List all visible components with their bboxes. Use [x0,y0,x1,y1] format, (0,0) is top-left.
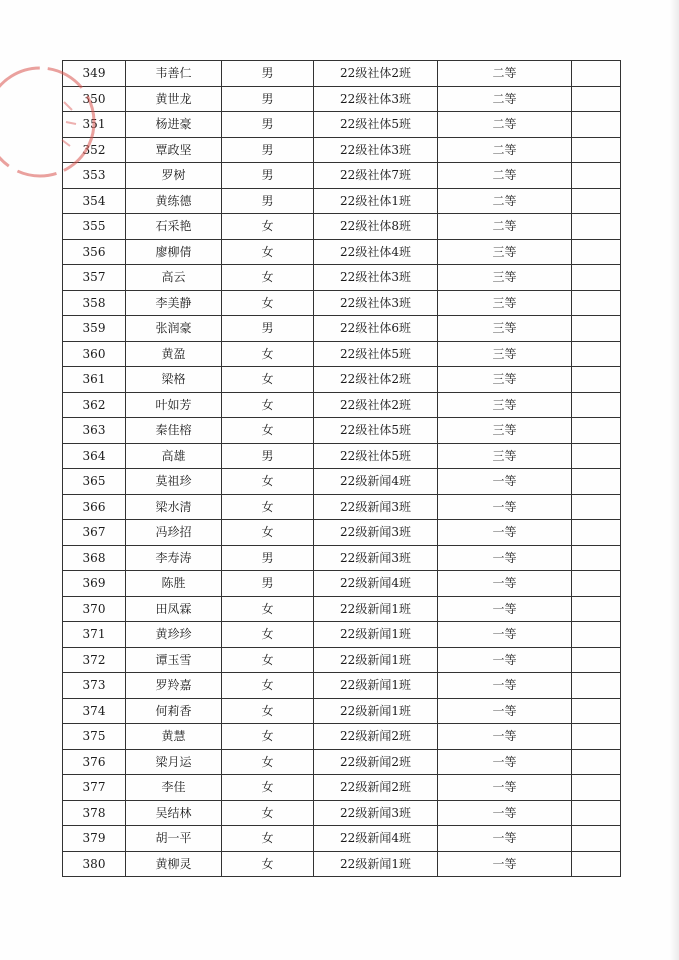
gender-cell: 女 [222,367,314,393]
remark-cell [572,367,621,393]
table-row [63,61,621,87]
student-name-cell: 李寿涛 [126,545,222,571]
gender-cell: 女 [222,494,314,520]
award-grade-cell: 二等 [438,86,572,112]
remark-cell [572,214,621,240]
table-row [63,545,621,571]
gender-cell: 女 [222,851,314,877]
student-name-cell: 黄练德 [126,188,222,214]
row-number-cell: 365 [63,469,126,495]
award-roster-table [62,60,621,877]
remark-cell [572,647,621,673]
class-cell: 22级新闻1班 [314,698,438,724]
award-grade-cell: 三等 [438,316,572,342]
row-number-cell: 352 [63,137,126,163]
table-row [63,163,621,189]
remark-cell [572,137,621,163]
award-grade-cell: 三等 [438,418,572,444]
remark-cell [572,800,621,826]
class-cell: 22级新闻1班 [314,622,438,648]
award-grade-cell: 三等 [438,239,572,265]
student-name-cell: 黄慧 [126,724,222,750]
remark-cell [572,341,621,367]
row-number-cell: 353 [63,163,126,189]
class-cell: 22级社体2班 [314,392,438,418]
row-number-cell: 360 [63,341,126,367]
class-cell: 22级社体8班 [314,214,438,240]
student-name-cell: 张润豪 [126,316,222,342]
gender-cell: 男 [222,137,314,163]
student-name-cell: 黄柳灵 [126,851,222,877]
remark-cell [572,86,621,112]
row-number-cell: 372 [63,647,126,673]
table-row [63,443,621,469]
table-row [63,698,621,724]
table-row [63,749,621,775]
table-row [63,137,621,163]
class-cell: 22级新闻3班 [314,545,438,571]
table-row [63,112,621,138]
remark-cell [572,61,621,87]
table-row [63,316,621,342]
remark-cell [572,520,621,546]
row-number-cell: 378 [63,800,126,826]
row-number-cell: 356 [63,239,126,265]
row-number-cell: 351 [63,112,126,138]
gender-cell: 女 [222,775,314,801]
award-grade-cell: 一等 [438,749,572,775]
roster-body [63,61,621,877]
award-grade-cell: 三等 [438,367,572,393]
row-number-cell: 379 [63,826,126,852]
student-name-cell: 李佳 [126,775,222,801]
gender-cell: 女 [222,290,314,316]
remark-cell [572,622,621,648]
gender-cell: 男 [222,571,314,597]
award-grade-cell: 三等 [438,443,572,469]
table-row [63,214,621,240]
row-number-cell: 368 [63,545,126,571]
gender-cell: 女 [222,265,314,291]
student-name-cell: 罗树 [126,163,222,189]
class-cell: 22级社体5班 [314,443,438,469]
gender-cell: 男 [222,163,314,189]
row-number-cell: 354 [63,188,126,214]
student-name-cell: 黄盈 [126,341,222,367]
student-name-cell: 李美静 [126,290,222,316]
award-grade-cell: 一等 [438,775,572,801]
award-grade-cell: 一等 [438,494,572,520]
remark-cell [572,418,621,444]
gender-cell: 女 [222,698,314,724]
remark-cell [572,265,621,291]
class-cell: 22级社体3班 [314,86,438,112]
gender-cell: 女 [222,826,314,852]
award-grade-cell: 一等 [438,571,572,597]
table-row [63,392,621,418]
award-grade-cell: 三等 [438,265,572,291]
gender-cell: 男 [222,316,314,342]
remark-cell [572,443,621,469]
row-number-cell: 358 [63,290,126,316]
table-row [63,265,621,291]
table-row [63,647,621,673]
class-cell: 22级新闻1班 [314,673,438,699]
row-number-cell: 371 [63,622,126,648]
gender-cell: 男 [222,188,314,214]
gender-cell: 女 [222,724,314,750]
class-cell: 22级社体2班 [314,367,438,393]
gender-cell: 女 [222,673,314,699]
student-name-cell: 廖柳倩 [126,239,222,265]
remark-cell [572,596,621,622]
remark-cell [572,290,621,316]
class-cell: 22级新闻2班 [314,749,438,775]
student-name-cell: 谭玉雪 [126,647,222,673]
table-row [63,418,621,444]
remark-cell [572,188,621,214]
table-row [63,494,621,520]
gender-cell: 女 [222,520,314,546]
gender-cell: 女 [222,622,314,648]
award-grade-cell: 二等 [438,61,572,87]
class-cell: 22级社体5班 [314,112,438,138]
gender-cell: 男 [222,112,314,138]
class-cell: 22级新闻3班 [314,800,438,826]
table-row [63,367,621,393]
row-number-cell: 369 [63,571,126,597]
award-grade-cell: 二等 [438,112,572,138]
class-cell: 22级社体2班 [314,61,438,87]
row-number-cell: 350 [63,86,126,112]
student-name-cell: 莫祖珍 [126,469,222,495]
award-grade-cell: 二等 [438,188,572,214]
class-cell: 22级新闻4班 [314,826,438,852]
class-cell: 22级社体5班 [314,418,438,444]
class-cell: 22级新闻4班 [314,469,438,495]
gender-cell: 女 [222,647,314,673]
award-grade-cell: 一等 [438,826,572,852]
remark-cell [572,494,621,520]
gender-cell: 男 [222,61,314,87]
award-grade-cell: 二等 [438,163,572,189]
row-number-cell: 377 [63,775,126,801]
table-row [63,800,621,826]
award-grade-cell: 一等 [438,545,572,571]
table-row [63,290,621,316]
table-row [63,724,621,750]
row-number-cell: 362 [63,392,126,418]
table-row [63,851,621,877]
student-name-cell: 梁格 [126,367,222,393]
row-number-cell: 380 [63,851,126,877]
student-name-cell: 杨进豪 [126,112,222,138]
row-number-cell: 364 [63,443,126,469]
student-name-cell: 何莉香 [126,698,222,724]
gender-cell: 男 [222,443,314,469]
table-row [63,622,621,648]
table-row [63,826,621,852]
student-name-cell: 覃政坚 [126,137,222,163]
student-name-cell: 冯珍招 [126,520,222,546]
row-number-cell: 374 [63,698,126,724]
class-cell: 22级社体3班 [314,290,438,316]
row-number-cell: 376 [63,749,126,775]
remark-cell [572,775,621,801]
student-name-cell: 罗羚嘉 [126,673,222,699]
award-grade-cell: 一等 [438,622,572,648]
gender-cell: 女 [222,469,314,495]
remark-cell [572,112,621,138]
award-grade-cell: 三等 [438,290,572,316]
gender-cell: 女 [222,341,314,367]
class-cell: 22级新闻3班 [314,494,438,520]
award-grade-cell: 一等 [438,673,572,699]
row-number-cell: 357 [63,265,126,291]
remark-cell [572,163,621,189]
class-cell: 22级新闻2班 [314,775,438,801]
student-name-cell: 陈胜 [126,571,222,597]
table-row [63,341,621,367]
gender-cell: 女 [222,800,314,826]
remark-cell [572,826,621,852]
gender-cell: 女 [222,392,314,418]
student-name-cell: 吴结林 [126,800,222,826]
gender-cell: 女 [222,214,314,240]
class-cell: 22级新闻1班 [314,596,438,622]
award-grade-cell: 一等 [438,851,572,877]
table-row [63,239,621,265]
row-number-cell: 361 [63,367,126,393]
row-number-cell: 349 [63,61,126,87]
student-name-cell: 高云 [126,265,222,291]
award-grade-cell: 一等 [438,596,572,622]
student-name-cell: 石采艳 [126,214,222,240]
table-row [63,520,621,546]
remark-cell [572,724,621,750]
student-name-cell: 黄珍珍 [126,622,222,648]
class-cell: 22级社体1班 [314,188,438,214]
remark-cell [572,749,621,775]
class-cell: 22级新闻3班 [314,520,438,546]
table-row [63,775,621,801]
award-grade-cell: 一等 [438,724,572,750]
remark-cell [572,571,621,597]
gender-cell: 男 [222,545,314,571]
gender-cell: 女 [222,239,314,265]
gender-cell: 女 [222,596,314,622]
remark-cell [572,698,621,724]
class-cell: 22级社体7班 [314,163,438,189]
student-name-cell: 韦善仁 [126,61,222,87]
student-name-cell: 胡一平 [126,826,222,852]
remark-cell [572,673,621,699]
award-grade-cell: 二等 [438,137,572,163]
class-cell: 22级社体4班 [314,239,438,265]
table-row [63,469,621,495]
row-number-cell: 375 [63,724,126,750]
award-grade-cell: 三等 [438,392,572,418]
award-grade-cell: 一等 [438,647,572,673]
student-name-cell: 秦佳榕 [126,418,222,444]
class-cell: 22级新闻1班 [314,647,438,673]
student-name-cell: 高雄 [126,443,222,469]
student-name-cell: 叶如芳 [126,392,222,418]
class-cell: 22级新闻4班 [314,571,438,597]
row-number-cell: 366 [63,494,126,520]
table-row [63,86,621,112]
remark-cell [572,392,621,418]
row-number-cell: 367 [63,520,126,546]
row-number-cell: 363 [63,418,126,444]
scan-edge-shadow [669,0,679,960]
award-grade-cell: 一等 [438,698,572,724]
class-cell: 22级新闻2班 [314,724,438,750]
gender-cell: 女 [222,418,314,444]
remark-cell [572,545,621,571]
row-number-cell: 373 [63,673,126,699]
class-cell: 22级社体5班 [314,341,438,367]
class-cell: 22级新闻1班 [314,851,438,877]
student-name-cell: 田凤霖 [126,596,222,622]
row-number-cell: 355 [63,214,126,240]
award-grade-cell: 三等 [438,341,572,367]
award-grade-cell: 一等 [438,800,572,826]
gender-cell: 女 [222,749,314,775]
class-cell: 22级社体3班 [314,137,438,163]
class-cell: 22级社体6班 [314,316,438,342]
remark-cell [572,469,621,495]
table-row [63,596,621,622]
table-row [63,571,621,597]
remark-cell [572,316,621,342]
student-name-cell: 黄世龙 [126,86,222,112]
row-number-cell: 359 [63,316,126,342]
table-row [63,188,621,214]
row-number-cell: 370 [63,596,126,622]
award-grade-cell: 一等 [438,520,572,546]
gender-cell: 男 [222,86,314,112]
student-name-cell: 梁水清 [126,494,222,520]
remark-cell [572,851,621,877]
award-grade-cell: 二等 [438,214,572,240]
remark-cell [572,239,621,265]
award-grade-cell: 一等 [438,469,572,495]
class-cell: 22级社体3班 [314,265,438,291]
table-row [63,673,621,699]
student-name-cell: 梁月运 [126,749,222,775]
